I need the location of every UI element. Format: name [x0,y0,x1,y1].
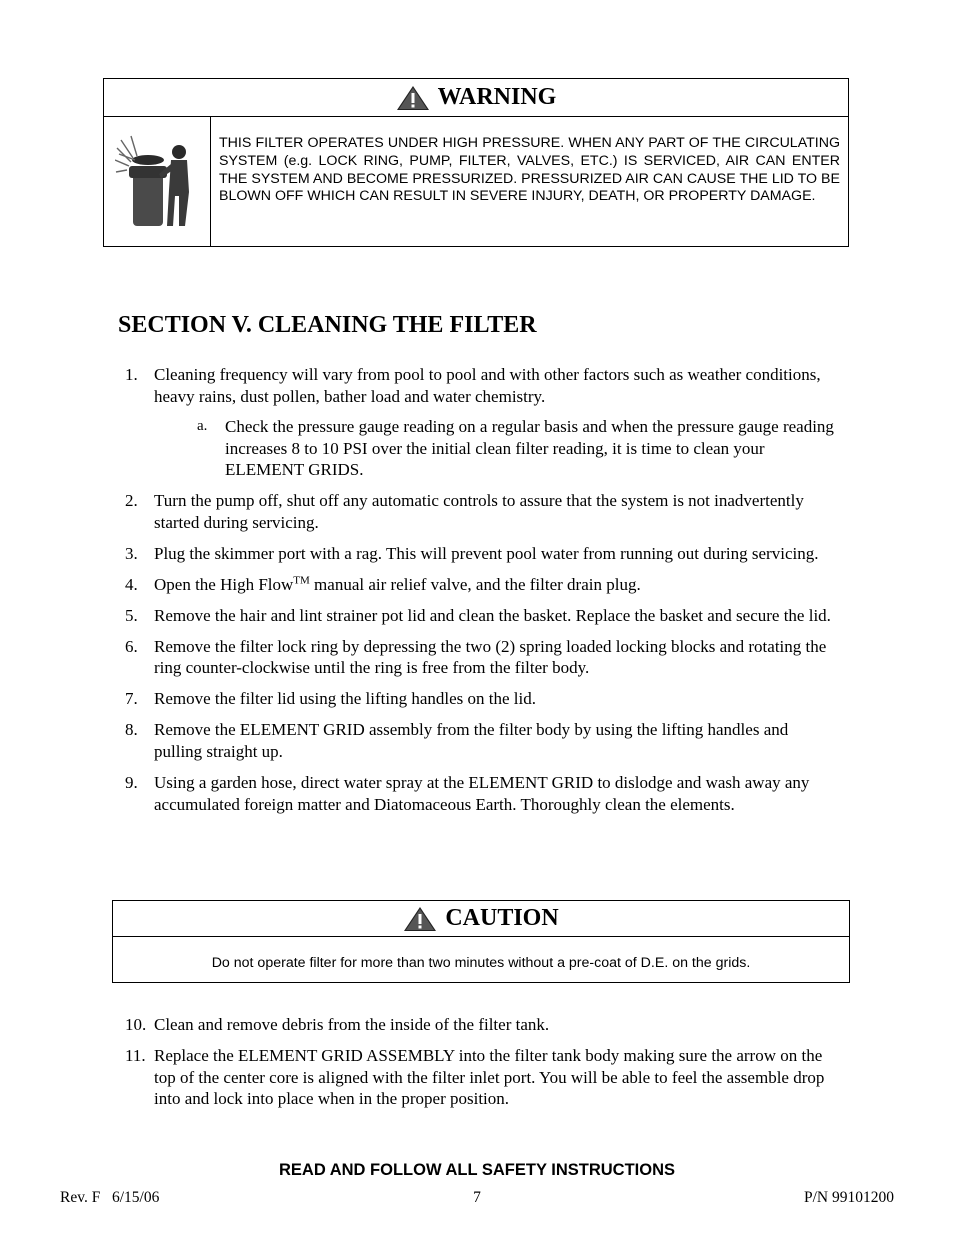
step-number: 8. [125,720,138,740]
cleaning-steps-list-continued [125,1014,837,1119]
list-item [125,605,837,627]
list-item [125,364,837,481]
list-item [125,772,837,815]
list-item [125,719,837,762]
page-number: 7 [473,1189,481,1206]
lid-blowing-off-illustration [104,117,211,246]
step-text: Remove the ELEMENT GRID assembly from the filter body by using the lifting handles and pulling straight up. [154,720,789,762]
list-item [125,688,837,710]
step-text: Open the High Flow™ manual air relief valve, and the filter drain plug. [154,574,641,594]
warning-box [103,78,849,247]
list-item [125,490,837,533]
step-text: Plug the skimmer port with a rag. This will prevent pool water from running out during servicing. [154,543,819,563]
sub-step-letter: a. [197,418,208,435]
list-item [125,636,837,679]
trademark-mark: TM [293,574,310,587]
step-text: Turn the pump off, shut off any automatic controls to assure that the system is not inadvertently started during servicing. [154,491,804,532]
step-text: Remove the hair and lint strainer pot lid and clean the basket. Replace the basket and secure the lid. [154,605,831,625]
warning-triangle-icon [396,85,430,111]
list-item [125,1014,837,1036]
revision-date: Rev. F 6/15/06 [60,1189,160,1206]
list-item [125,574,837,596]
warning-title: WARNING [437,84,557,110]
step-number: 7. [125,689,138,709]
warning-header [104,79,848,117]
list-item [125,543,837,565]
sub-step-text: Check the pressure gauge reading on a regular basis and when the pressure gauge reading increases 8 to 10 PSI over the initial clean filter reading, it is time to clean your ELEMENT GRIDS. [225,417,834,480]
caution-box [112,900,850,983]
step-number: 3. [125,543,138,563]
step-text: Clean and remove debris from the inside of the filter tank. [154,1015,550,1034]
section-title: SECTION V. CLEANING THE FILTER [118,312,537,338]
cleaning-steps-list [125,364,837,825]
safety-notice: READ AND FOLLOW ALL SAFETY INSTRUCTIONS [279,1161,675,1179]
caution-header [113,901,849,937]
part-number: P/N 99101200 [804,1189,894,1206]
step-number: 2. [125,491,138,511]
step-text: Remove the filter lock ring by depressing the two (2) spring loaded locking blocks and rotating the ring counter-clockwise until the ring is free from the filter body. [154,636,827,678]
step-text: Remove the filter lid using the lifting handles on the lid. [154,689,536,709]
step-number: 1. [125,365,138,384]
sub-step [197,416,837,481]
step-number: 10. [125,1015,147,1034]
caution-title: CAUTION [445,905,559,931]
warning-text: THIS FILTER OPERATES UNDER HIGH PRESSURE. WHEN ANY PART OF THE CIRCULATING SYSTEM (e.g. LOCK RING, PUMP, FILTER, VALVES, ETC.) IS SERVICED, AIR CAN ENTER THE SYSTEM AND BECOME PRESSURIZED. PRESSURIZED AIR CAN CAUSE THE LID TO BE BLOWN OFF WHICH CAN RESULT IN SEVERE INJURY, DEATH, OR PROPERTY DAMAGE. [219,135,840,205]
step-number: 5. [125,605,138,625]
step-number: 9. [125,773,138,793]
caution-text: Do not operate filter for more than two minutes without a pre-coat of D.E. on the grids. [211,955,751,971]
step-text: Using a garden hose, direct water spray at the ELEMENT GRID to dislodge and wash away any accumulated foreign matter and Diatomaceous Earth. Thoroughly clean the elements. [154,773,810,814]
step-text: Replace the ELEMENT GRID ASSEMBLY into the filter tank body making sure the arrow on the top of the center core is aligned with the filter inlet port. You will be able to feel the assemble drop into and lock into place when in the proper position. [154,1045,825,1109]
step-number: 11. [125,1045,146,1065]
list-item [125,1045,837,1110]
step-text: Cleaning frequency will vary from pool to pool and with other factors such as weather conditions, heavy rains, dust pollen, bather load and water chemistry. a. Check the pressure gauge reading on a regular basis and when the pressure gauge reading increases 8 to 10 PSI over the initial clean filter reading, it is time to clean your ELEMENT GRIDS. [154,364,837,481]
warning-triangle-icon [403,906,437,932]
step-number: 4. [125,574,138,594]
step-number: 6. [125,636,138,656]
